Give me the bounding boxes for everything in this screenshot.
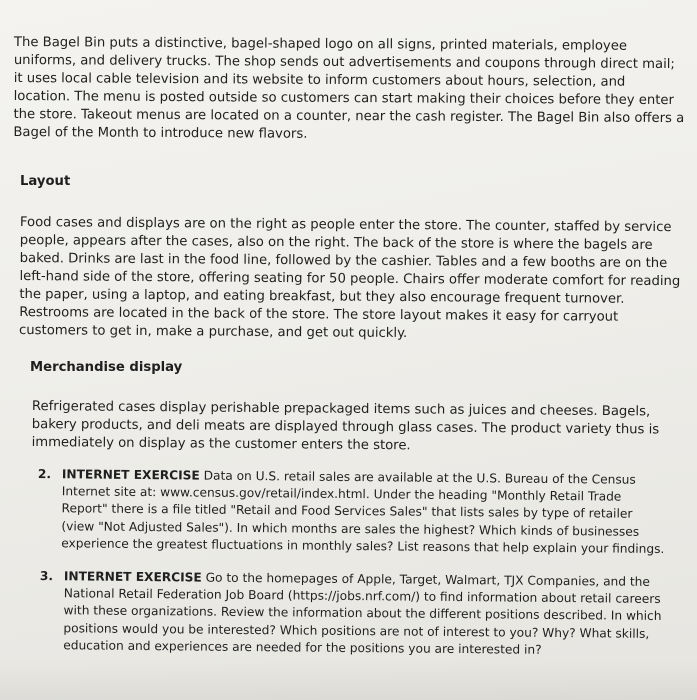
merchandise-paragraph: Refrigerated cases display perishable prepackaged items such as juices and cheeses. Bagels, bakery products, and deli meats are displayed through glass cases. The product variety thus is immediately on display as the customer enters the store. — [31, 398, 660, 454]
exercise-2-number: 2. — [37, 466, 52, 482]
intro-paragraph: The Bagel Bin puts a distinctive, bagel-shaped logo on all signs, printed materials, employee uniforms, and delivery trucks. The shop sends out advertisements and coupons through direct mail; it uses local cable television and its website to inform customers about hours, selection, and location. The menu is posted outside so customers can start making their choices before they enter the store. Takeout menus are located on a counter, near the cash register. The Bagel Bin also offers a Bagel of the Month to introduce new flavors. — [13, 34, 685, 142]
merchandise-heading: Merchandise display — [30, 360, 183, 375]
exercise-3-number: 3. — [39, 568, 54, 584]
exercise-2-lead: INTERNET EXERCISE — [61, 467, 200, 483]
exercise-2-text — [61, 466, 668, 558]
exercise-3-text — [63, 568, 670, 660]
layout-heading: Layout — [20, 174, 71, 189]
page-shadow — [0, 660, 697, 700]
layout-paragraph: Food cases and displays are on the right as people enter the store. The counter, staffed by service people, appears after the cases, also on the right. The back of the store is where the bagels are baked. Drinks are last in the food line, followed by the cashier. Tables and a few booths are on the left-hand side of the store, offering seating for 50 people. Chairs offer moderate comfort for reading the paper, using a laptop, and eating breakfast, but they also encourage frequent turnover. Restrooms are located in the back of the store. The store layout makes it easy for carryout customers to get in, make a purchase, and get out quickly. — [19, 214, 681, 342]
exercise-3-body: Go to the homepages of Apple, Target, Walmart, TJX Companies, and the National Retail Federation Job Board (https://jobs.nrf.com/) to find information about retail careers with these organizations. Review the information about the different positions described. In which positions would you be interested? Which positions are not of interest to you? Why? What skills, education and experiences are needed for the positions you are interested in? — [63, 570, 662, 657]
exercise-2 — [37, 466, 668, 558]
exercise-3-lead: INTERNET EXERCISE — [63, 569, 202, 585]
exercise-2-body: Data on U.S. retail sales are available at the U.S. Bureau of the Census Internet site at: www.census.gov/retail/index.html. Under the heading "Monthly Retail Trade Report" there is a file titled "Retail and Food Services Sales" that lists sales by type of retailer (view "Not Adjusted Sales"). In which months are sales the highest? Which kinds of businesses experience the greatest fluctuations in monthly sales? List reasons that help explain your findings. — [61, 468, 665, 556]
exercise-3 — [39, 568, 670, 660]
